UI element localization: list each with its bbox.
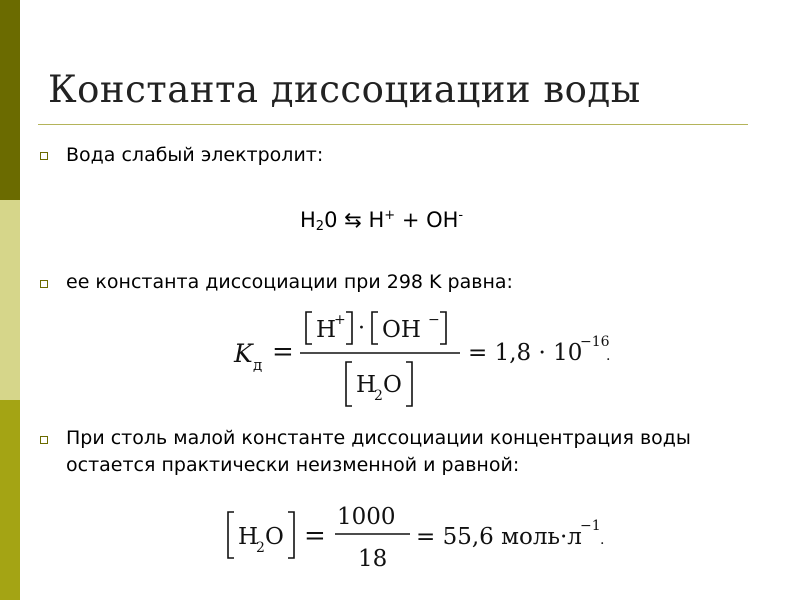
bracket-right xyxy=(346,312,352,344)
sidebar-block-dark xyxy=(0,0,20,200)
bullet-text-continued: остается практически неизменной и равной: xyxy=(66,454,520,476)
equals-sign: = xyxy=(272,337,294,367)
bracket-left xyxy=(346,362,352,406)
equals-sign: = xyxy=(304,521,326,551)
sidebar-block-mid xyxy=(0,400,20,600)
num-oh-charge: − xyxy=(428,312,440,328)
o: O xyxy=(265,524,284,550)
reaction-zero: 0 xyxy=(324,208,338,232)
h-sub: 2 xyxy=(256,540,265,556)
k-exponent: −16 xyxy=(580,334,610,350)
num-h-charge: + xyxy=(334,312,346,328)
bullet-text: Вода слабый электролит: xyxy=(66,144,324,166)
den-h: H xyxy=(356,372,377,398)
reaction-sub-2: 2 xyxy=(315,219,325,234)
k-subscript: д xyxy=(253,356,263,374)
reaction-equation xyxy=(300,208,463,234)
reaction-hydrogen-ion: H xyxy=(368,208,385,232)
reaction-plus-charge: + xyxy=(384,208,396,223)
bracket-left xyxy=(372,312,378,344)
bracket-left xyxy=(306,312,312,344)
dissociation-constant-formula xyxy=(228,302,618,412)
unit-exponent: −1 xyxy=(580,518,601,534)
num-h: H xyxy=(316,317,337,343)
bracket-right xyxy=(406,362,412,406)
sidebar-stripe xyxy=(0,0,20,600)
reaction-minus-charge: - xyxy=(458,208,464,223)
num-oh: OH xyxy=(382,317,421,343)
concentration-value: = 55,6 моль·л xyxy=(416,524,582,550)
numerator: 1000 xyxy=(337,504,396,530)
period: . xyxy=(606,348,611,364)
title-underline xyxy=(38,124,748,125)
den-h-sub: 2 xyxy=(374,388,383,404)
period: . xyxy=(600,532,605,548)
k-value: = 1,8 · 10 xyxy=(468,340,583,366)
bracket-right xyxy=(440,312,446,344)
equilibrium-arrow-icon: ⇆ xyxy=(344,208,362,232)
bracket-left xyxy=(228,512,234,558)
reaction-hydroxide: OH xyxy=(426,208,459,232)
multiply-dot: · xyxy=(358,316,365,341)
bullet-square-icon xyxy=(40,152,48,160)
bullet-text: ее константа диссоциации при 298 K равна: xyxy=(66,271,513,293)
denominator: 18 xyxy=(358,546,388,572)
h: H xyxy=(238,524,259,550)
k-symbol: K xyxy=(234,339,253,368)
bullet-square-icon xyxy=(40,280,48,288)
reaction-plus-sign: + xyxy=(395,208,427,232)
reaction-h: H xyxy=(300,208,316,232)
bracket-right xyxy=(288,512,294,558)
bullet-text: При столь малой константе диссоциации концентрация воды xyxy=(66,427,691,449)
sidebar-block-light xyxy=(0,200,20,400)
water-concentration-formula xyxy=(220,496,610,576)
slide-title: Константа диссоциации воды xyxy=(48,68,641,111)
bullet-square-icon xyxy=(40,436,48,444)
den-o: O xyxy=(383,372,402,398)
